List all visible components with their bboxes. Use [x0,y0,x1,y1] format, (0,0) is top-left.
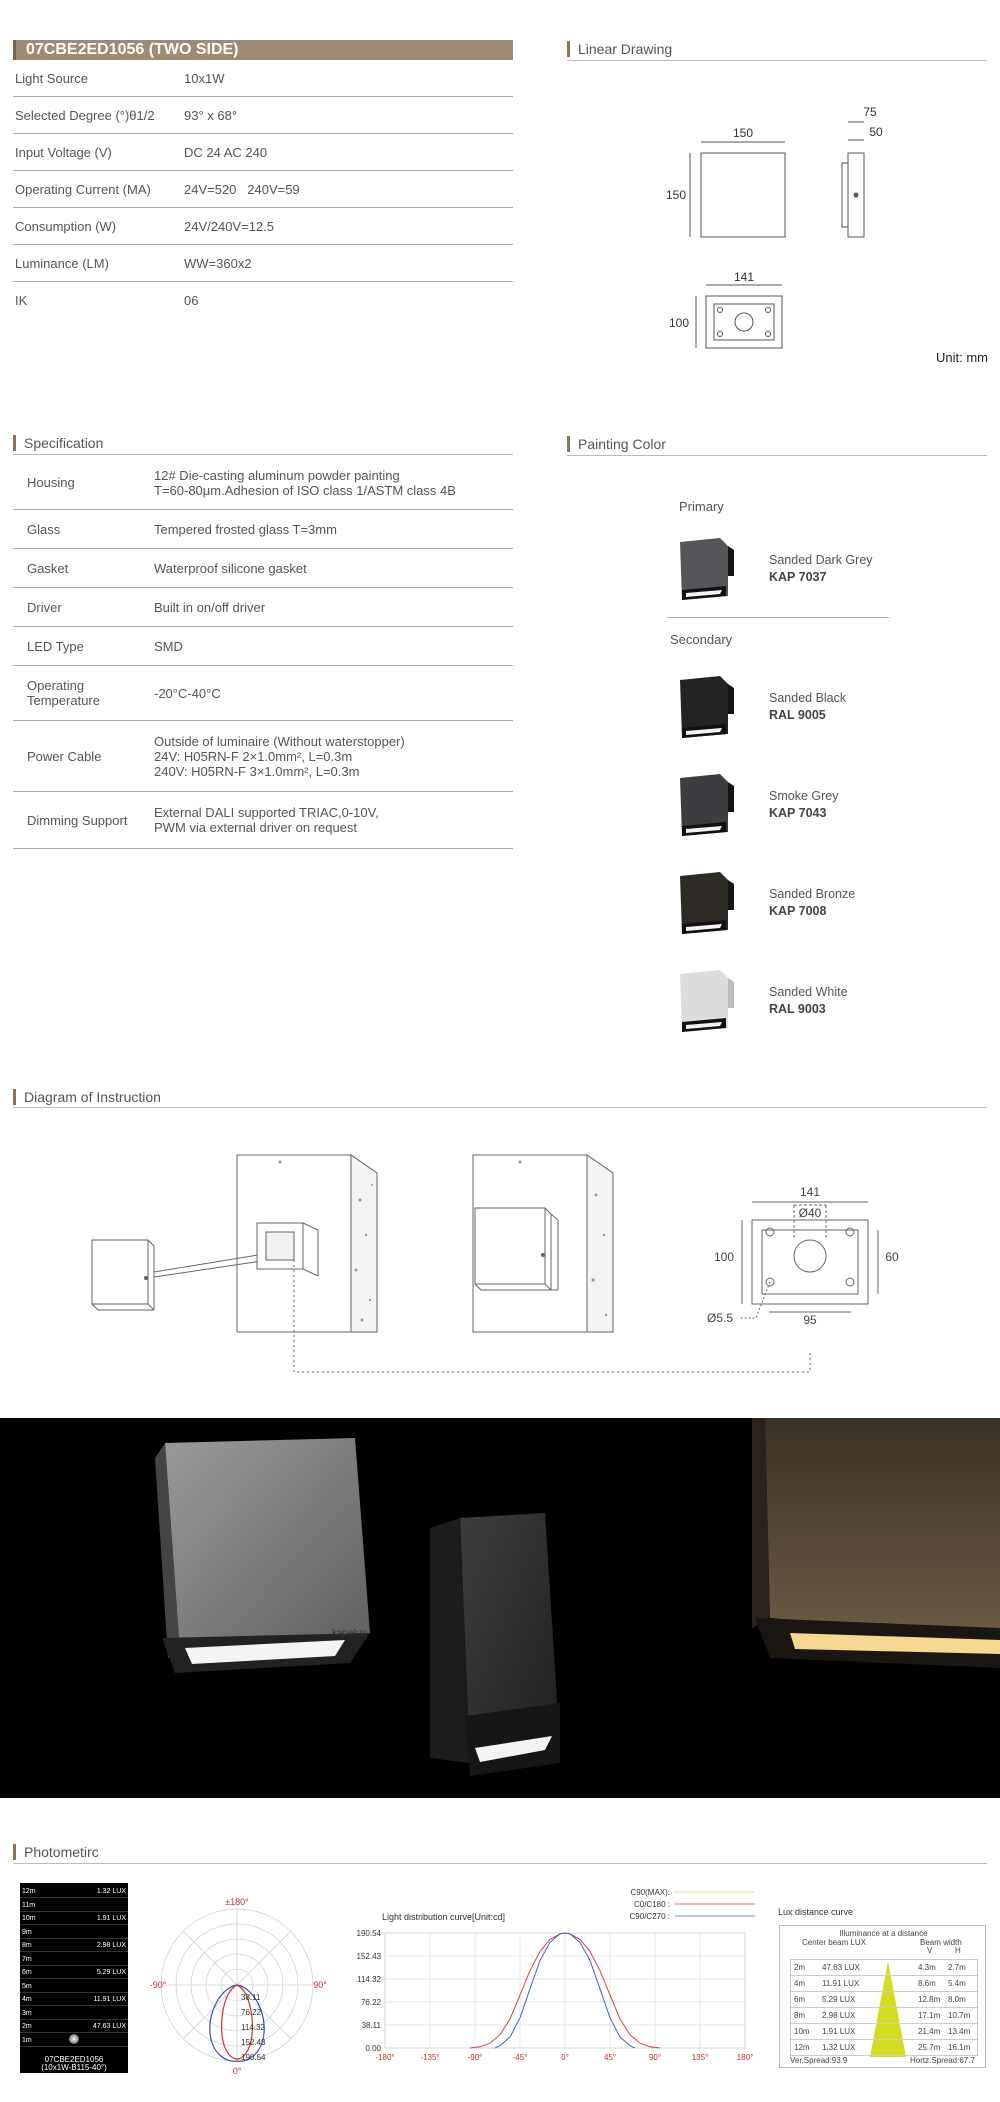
bottom-width-dim: 141 [733,270,755,284]
instruction-title: Diagram of Instruction [13,1089,161,1105]
color-name: Sanded Dark Grey [769,553,873,567]
plate-width-dim: 141 [799,1185,821,1199]
painting-color-title: Painting Color [567,436,666,452]
ld-x-tick: 0° [561,2053,569,2062]
unit-label: Unit: mm [936,350,988,365]
front-width-dim: 150 [732,126,754,140]
color-name-block [769,788,838,822]
section-divider [567,455,987,456]
section-divider [13,454,513,455]
spec-value: 10x1W [184,70,225,86]
lux-center: 5.29 LUX [822,1995,856,2004]
ld-x-tick: -90° [467,2053,483,2062]
spec-row [13,282,513,319]
section-divider [13,1107,987,1108]
spec-label: Selected Degree (°)θ1/2 [15,107,155,123]
instruction-diagram [0,1140,1000,1380]
lux-center: 47.63 LUX [822,1963,860,1972]
linear-drawing-title: Linear Drawing [567,41,672,57]
ld-y-tick: 76.22 [360,1997,381,2007]
specification-row [13,510,513,549]
lux-beam-v: 8.6m [918,1979,936,1988]
lux-distance: 10m [794,2027,810,2036]
isolux-row-label: 2m [22,2023,32,2030]
isolux-gridline [20,1924,128,1925]
plate-height-dim: 100 [713,1250,735,1264]
section-divider [13,1863,987,1864]
color-code: KAP 7037 [769,570,827,584]
lux-center: 2.98 LUX [822,2011,856,2020]
ld-y-tick: 152.43 [356,1952,381,1962]
isolux-gridline [20,2005,128,2006]
lux-center: 11.91 LUX [822,1979,860,1988]
polar-ring-label: 114.32 [241,2023,265,2032]
isolux-gridline [20,1938,128,1939]
isolux-row-label: 1m [22,2036,32,2044]
front-view-outline [701,153,785,237]
isolux-light-spot [69,2034,79,2044]
render-brand: kapelux [332,1628,367,1639]
spec-label: Light Source [15,70,88,86]
lux-beam-v: 12.8m [918,1995,941,2004]
isolux-caption-sub: (10x1W-B115-40°) [41,2063,107,2072]
polar-ring-label: 38.11 [241,1993,261,2002]
lux-beam-h: 10.7m [948,2011,971,2020]
isolux-value: 11.91 LUX [93,1996,126,2003]
specification-value: External DALI supported TRIAC,0-10V, PWM via external driver on request [154,805,379,835]
specification-row [13,721,513,792]
isolux-value: 1.32 LUX [96,1888,126,1895]
lux-distance: 4m [794,1979,806,1988]
isolux-diagram [20,1883,128,2073]
specification-value: Tempered frosted glass T=3mm [154,521,337,537]
isolux-row-label: 7m [22,1955,32,1963]
isolux-gridline [20,2046,128,2047]
color-swatch [674,676,736,742]
color-name-block [769,886,855,920]
isolux-row-label: 8m [22,1942,32,1949]
ld-y-tick: 0.00 [365,2044,381,2053]
lux-distance: 6m [794,1995,806,2004]
front-height-dim: 150 [665,188,687,202]
lux-beam-h: 13.4m [948,2027,971,2036]
ld-y-tick: 190.54 [356,1929,381,1938]
ld-x-tick: 180° [736,2053,754,2062]
lux-beam-v: 17.1m [918,2011,941,2020]
lux-distance: 2m [794,1963,806,1972]
ld-y-tick: 38.11 [361,2020,381,2030]
color-name-block [769,552,873,586]
photometric-title: Photometirc [13,1844,99,1860]
color-swatch [674,538,736,604]
polar-ring-label: 152.43 [241,2038,266,2047]
specification-label: Driver [27,599,62,615]
ld-legend-label: C90/C270 : [629,1912,670,1921]
color-name-block [769,690,846,724]
color-code: KAP 7008 [769,904,827,918]
lux-beam-h: 5.4m [948,1979,966,1988]
ld-legend-label: C0/C180 : [633,1900,670,1909]
isolux-gridline [20,1978,128,1979]
specification-value: Outside of luminaire (Without waterstopper) 24V: H05RN-F 2×1.0mm², L=0.3m 240V: H05RN-F 3×1.0mm², L=0.3m [154,733,405,779]
lux-table-header: Illuminance at a distance [839,1929,928,1938]
specification-value: 12# Die-casting aluminum powder painting T=60-80μm.Adhesion of ISO class 1/ASTM class 4B [154,467,456,498]
isolux-row-label: 6m [22,1969,32,1976]
screw-dia-dim: Ø5.5 [706,1311,734,1325]
product-render-photo [0,1418,1000,1798]
ld-x-tick: 45° [603,2053,617,2062]
isolux-row-label: 10m [22,1915,36,1922]
isolux-gridline [20,1951,128,1952]
isolux-row-label: 3m [22,2009,32,2017]
specification-value: Built in on/off driver [154,599,266,615]
lux-distance-title: Lux distance curve [778,1907,854,1917]
ld-x-tick: -45° [512,2053,528,2062]
isolux-gridline [20,2032,128,2033]
polar-top-label: ±180° [225,1897,249,1907]
isolux-value: 2.98 LUX [96,1942,126,1949]
hole-spacing-h-dim: 95 [803,1313,817,1327]
isolux-row-label: 11m [22,1901,36,1909]
color-swatch [674,774,736,840]
specification-label: Power Cable [27,748,102,764]
specification-row [13,666,513,721]
side-depth-inner-dim: 50 [869,125,883,139]
spec-row [13,208,513,245]
primary-label: Primary [679,499,724,514]
isolux-row-label: 4m [22,1996,32,2003]
specification-value: SMD [154,638,183,654]
color-name: Sanded Bronze [769,887,856,901]
spec-value: WW=360x2 [184,255,252,271]
isolux-row-label: 12m [22,1888,36,1895]
secondary-label: Secondary [670,632,733,647]
specification-label: Gasket [27,560,69,576]
spec-label: Luminance (LM) [15,255,109,271]
spec-row [13,60,513,97]
polar-left-label: -90° [150,1980,167,1990]
lux-beam-h: 16.1m [948,2043,971,2052]
spec-label: Operating Current (MA) [15,181,151,197]
spec-value: 93° x 68° [184,107,238,123]
ld-x-tick: 90° [648,2053,662,2062]
specification-row [13,627,513,666]
ld-y-tick: 114.32 [357,1975,381,1985]
polar-chart [150,1893,328,2079]
specification-row [13,549,513,588]
spec-row [13,134,513,171]
polar-bottom-label: 0° [232,2066,242,2076]
isolux-value: 1.91 LUX [96,1915,126,1922]
color-name-block [769,984,848,1018]
specification-label: Housing [27,475,75,490]
spec-row [13,245,513,282]
col-h: H [955,1946,961,1955]
isolux-gridline [20,2019,128,2020]
spec-label: Input Voltage (V) [15,144,112,160]
color-swatch [674,970,736,1036]
col-v: V [927,1946,933,1955]
color-swatch [674,872,736,938]
col-center-beam: Center beam LUX [802,1938,867,1947]
hole-spacing-v-dim: 60 [885,1250,899,1264]
spec-row [13,171,513,208]
color-name: Sanded White [769,985,848,999]
primary-divider [667,617,889,618]
specification-label: Operating Temperature [27,678,100,708]
isolux-caption: 07CBE2ED1056 [44,2055,104,2064]
ld-x-tick: -135° [420,2053,440,2062]
side-depth-dim: 75 [863,105,877,119]
polar-ring-label: 76.22 [241,2008,262,2017]
isolux-row-label: 9m [22,1928,32,1936]
specification-row [13,792,513,849]
lux-distance: 8m [794,2011,806,2020]
isolux-value: 47.63 LUX [92,2023,126,2030]
lux-center: 1.91 LUX [822,2027,856,2036]
lux-center: 1.32 LUX [822,2043,856,2052]
color-code: RAL 9003 [769,1002,826,1016]
lux-beam-h: 8.0m [948,1995,966,2004]
specification-title: Specification [13,435,103,451]
specification-label: Dimming Support [27,812,128,828]
color-code: KAP 7043 [769,806,827,820]
ld-legend-label: C90(MAX): [630,1888,670,1897]
lux-beam-v: 25.7m [918,2043,941,2052]
ver-spread: Ver.Spread:93.9 [790,2056,848,2065]
hor-spread: Hortz.Spread:67.7 [910,2056,975,2065]
specification-label: LED Type [27,638,84,654]
lux-beam-v: 4.3m [918,1963,936,1972]
color-name: Smoke Grey [769,789,839,803]
spec-value: 24V/240V=12.5 [184,218,274,234]
color-name: Sanded Black [769,691,847,705]
bottom-height-dim: 100 [668,316,690,330]
lux-beam-v: 21.4m [918,2027,941,2036]
spec-value: DC 24 AC 240 [184,144,268,160]
spec-label: Consumption (W) [15,218,117,234]
specification-value: -20°C-40°C [154,685,221,701]
polar-right-label: 90° [313,1980,327,1990]
hole-dia-dim: Ø40 [798,1206,822,1220]
isolux-gridline [20,1911,128,1912]
light-distribution-chart [345,1883,765,2073]
product-code-header: 07CBE2ED1056 (TWO SIDE) [13,40,513,60]
isolux-gridline [20,1965,128,1966]
specification-value: Waterproof silicone gasket [154,560,307,576]
linear-drawing [560,100,1000,370]
lux-distance: 12m [794,2043,810,2052]
spec-row [13,97,513,134]
specification-label: Glass [27,521,61,537]
specification-row [13,588,513,627]
specification-row [13,456,513,510]
section-divider [567,60,987,61]
ld-x-tick: 135° [691,2053,709,2062]
isolux-row-label: 5m [22,1982,32,1990]
ld-x-tick: -180° [375,2053,395,2062]
spec-label: IK [15,293,28,308]
color-code: RAL 9005 [769,708,826,722]
isolux-gridline [20,1992,128,1993]
isolux-value: 5.29 LUX [96,1969,126,1976]
isolux-gridline [20,1897,128,1898]
lux-distance-table [779,1925,986,2068]
spec-value: 24V=520 240V=59 [184,181,300,197]
polar-ring-label: 190.54 [241,2053,266,2062]
ld-chart-title: Light distribution curve[Unit:cd] [382,1912,506,1922]
lux-beam-h: 2.7m [948,1963,966,1972]
spec-value: 06 [184,293,199,308]
col-beam-width: Beam width [920,1938,962,1947]
